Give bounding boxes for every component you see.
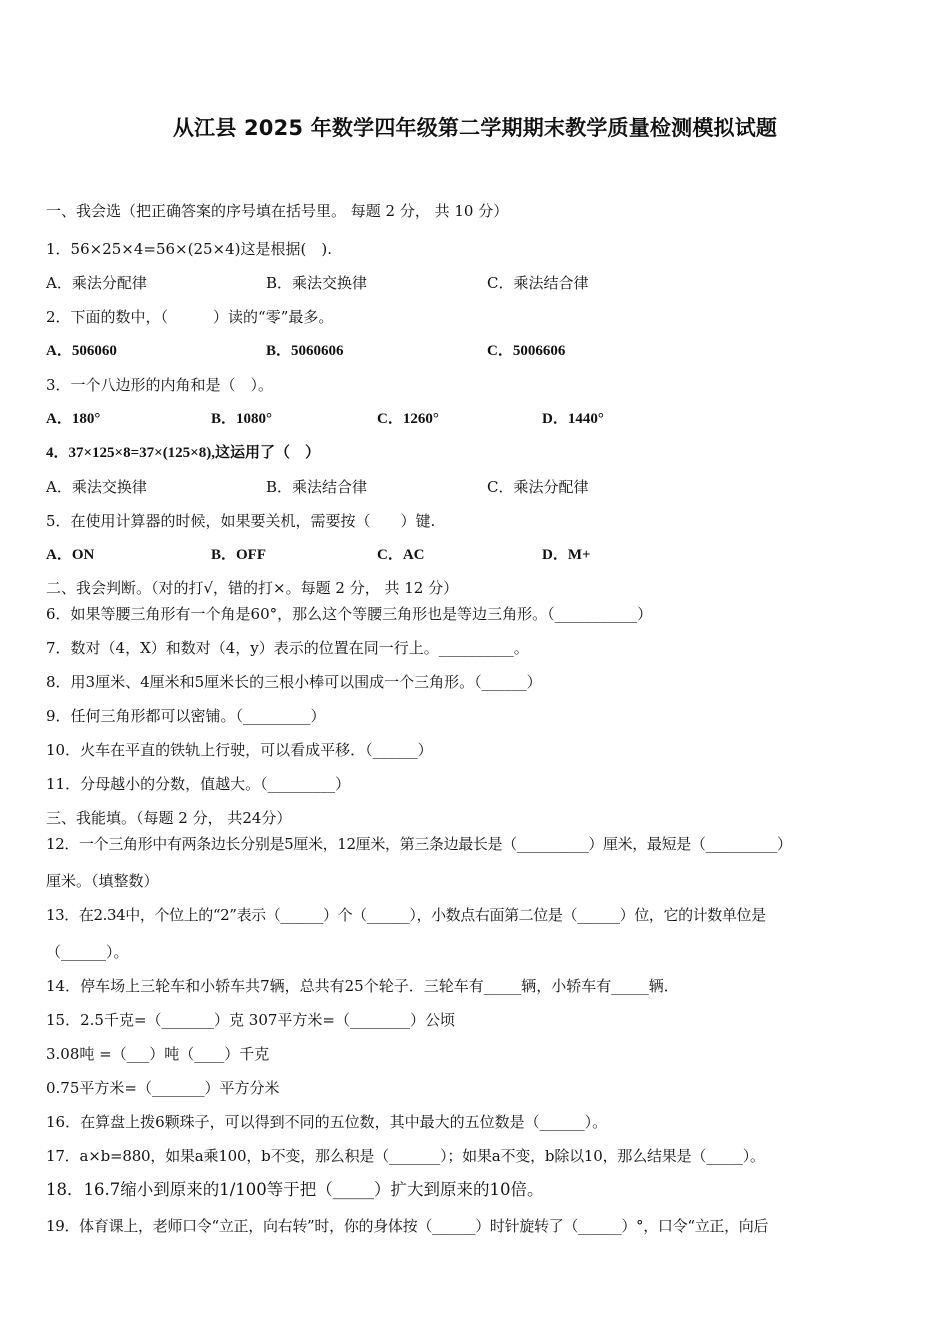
section-2-heading: 二、我会判断。（对的打√，错的打×。每题 2 分， 共 12 分） bbox=[46, 579, 459, 597]
option-a: A．180° bbox=[46, 411, 101, 427]
question-8: 8．用3厘米、4厘米和5厘米长的三根小棒可以围成一个三角形。（______） bbox=[46, 673, 542, 691]
option-a: A．乘法交换律 bbox=[46, 478, 147, 496]
question-12: 12．一个三角形中有两条边长分别是5厘米，12厘米，第三条边最长是（__________）厘米，最短是（__________） bbox=[46, 835, 792, 853]
question-18: 18．16.7缩小到原来的1/100等于把（_____）扩大到原来的10倍。 bbox=[46, 1180, 544, 1199]
option-b: B．OFF bbox=[211, 547, 266, 563]
option-a: A．ON bbox=[46, 547, 95, 563]
question-2: 2．下面的数中，（ ）读的“零”最多。 bbox=[46, 308, 334, 326]
question-10: 10．火车在平直的铁轨上行驶，可以看成平移．（______） bbox=[46, 741, 433, 759]
question-9: 9．任何三角形都可以密铺。（_________） bbox=[46, 707, 326, 725]
question-1: 1．56×25×4=56×(25×4)这是根据( ). bbox=[46, 240, 332, 258]
option-d: D．1440° bbox=[542, 411, 604, 427]
question-15-line-3: 0.75平方米=（_______）平方分米 bbox=[46, 1079, 280, 1097]
option-b: B．5060606 bbox=[266, 343, 344, 359]
question-12-continued: 厘米。（填整数） bbox=[46, 872, 159, 890]
question-15: 15．2.5千克=（_______）克 307平方米=（________）公顷 bbox=[46, 1011, 455, 1029]
option-c: C．5006606 bbox=[487, 343, 566, 359]
option-d: D．M+ bbox=[542, 547, 591, 563]
question-17: 17．a×b=880，如果a乘100，b不变，那么积是（_______）；如果a不变，b除以10，那么结果是（_____）。 bbox=[46, 1147, 765, 1165]
question-14: 14．停车场上三轮车和小轿车共7辆，总共有25个轮子．三轮车有_____辆，小轿车有_____辆． bbox=[46, 977, 679, 995]
option-a: A．乘法分配律 bbox=[46, 274, 147, 292]
option-b: B．乘法交换律 bbox=[266, 274, 368, 292]
option-c: C．乘法分配律 bbox=[487, 478, 589, 496]
page-title: 从江县 2025 年数学四年级第二学期期末教学质量检测模拟试题 bbox=[172, 116, 778, 140]
option-c: C．1260° bbox=[377, 411, 439, 427]
question-7: 7．数对（4，X）和数对（4，y）表示的位置在同一行上。__________。 bbox=[46, 639, 529, 657]
section-1-heading: 一、我会选（把正确答案的序号填在括号里。 每题 2 分， 共 10 分） bbox=[46, 202, 509, 220]
option-c: C．乘法结合律 bbox=[487, 274, 589, 292]
question-15-line-2: 3.08吨 =（___）吨（____）千克 bbox=[46, 1045, 270, 1063]
question-3: 3．一个八边形的内角和是（ ）。 bbox=[46, 376, 274, 394]
question-6: 6．如果等腰三角形有一个角是60°，那么这个等腰三角形也是等边三角形。（___________） bbox=[46, 605, 653, 623]
question-11: 11．分母越小的分数，值越大。（_________） bbox=[46, 775, 351, 793]
section-3-heading: 三、我能填。（每题 2 分， 共24分） bbox=[46, 809, 292, 827]
option-c: C．AC bbox=[377, 547, 425, 563]
question-16: 16．在算盘上拨6颗珠子，可以得到不同的五位数，其中最大的五位数是（______）。 bbox=[46, 1113, 608, 1131]
question-13-continued: （______）。 bbox=[46, 943, 129, 961]
option-a: A．506060 bbox=[46, 343, 117, 359]
question-4: 4．37×125×8=37×(125×8),这运用了（ ） bbox=[46, 445, 320, 461]
option-b: B．乘法结合律 bbox=[266, 478, 368, 496]
option-b: B．1080° bbox=[211, 411, 273, 427]
question-13: 13．在2.34中，个位上的“2”表示（______）个（______），小数点右面第二位是（______）位，它的计数单位是 bbox=[46, 906, 766, 924]
question-19: 19．体育课上，老师口令“立正，向右转”时，你的身体按（______）时针旋转了（______）°，口令“立正，向后 bbox=[46, 1217, 769, 1235]
question-5: 5．在使用计算器的时候，如果要关机，需要按（ ）键. bbox=[46, 512, 436, 530]
